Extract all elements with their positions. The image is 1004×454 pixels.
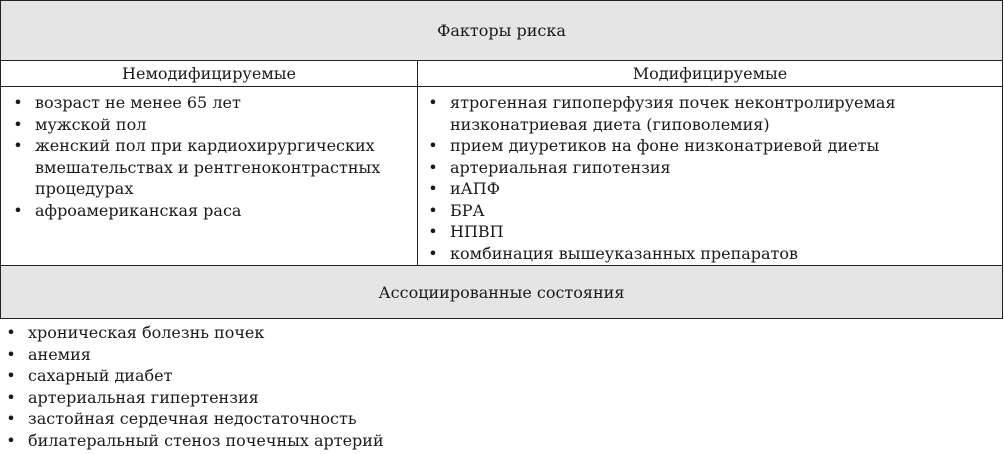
list-item: • мужской пол [13,114,407,136]
bullet-icon: • [428,200,438,220]
list-item: • НПВП [428,221,988,243]
modifiable-column-header [417,60,1003,87]
list-item: • прием диуретиков на фоне низконатриевой диеты [428,135,988,157]
list-item: • женский пол при кардиохирургических вмешательствах и рентгеноконтрастных процедурах [13,135,407,200]
associated-conditions-body [0,319,1003,454]
list-item: • застойная сердечная недостаточность [6,408,993,430]
list-item: • ятрогенная гипоперфузия почек неконтролируемая низконатриевая диета (гиповолемия) [428,92,988,135]
list-item: • БРА [428,200,988,222]
list-item: • артериальная гипотензия [428,157,988,179]
bullet-icon: • [428,179,438,198]
bullet-icon: • [13,93,23,112]
modifiable-cell [417,86,1003,266]
associated-conditions-header [0,265,1003,319]
list-item: • хроническая болезнь почек [6,322,993,344]
bullet-icon: • [428,136,438,155]
bullet-icon: • [428,222,438,241]
list-item: • возраст не менее 65 лет [13,92,407,114]
risk-factors-header [0,0,1003,61]
bullet-icon: • [428,243,438,263]
bullet-icon: • [6,387,16,407]
list-item: • анемия [6,344,993,366]
bullet-icon: • [6,366,16,385]
list-item: • сахарный диабет [6,365,993,387]
modifiable-list [418,87,1002,264]
bullet-icon: • [6,344,16,364]
list-item: • иАПФ [428,178,988,200]
non-modifiable-list [1,87,417,221]
bullet-icon: • [6,409,16,428]
bullet-icon: • [13,136,23,155]
modifiable-title: Модифицируемые [632,64,788,83]
non-modifiable-cell [0,86,418,266]
risk-factors-title: Факторы риска [437,21,566,40]
bullet-icon: • [13,200,23,220]
associated-conditions-list [0,319,1003,451]
bullet-icon: • [428,157,438,177]
non-modifiable-column-header [0,60,418,87]
bullet-icon: • [6,430,16,450]
list-item: • афроамериканская раса [13,200,407,222]
bullet-icon: • [13,114,23,134]
bullet-icon: • [6,323,16,342]
list-item: • комбинация вышеуказанных препаратов [428,243,988,265]
bullet-icon: • [428,93,438,112]
list-item: • артериальная гипертензия [6,387,993,409]
associated-conditions-title: Ассоциированные состояния [378,282,625,302]
list-item: • билатеральный стеноз почечных артерий [6,430,993,452]
non-modifiable-title: Немодифицируемые [122,64,296,83]
